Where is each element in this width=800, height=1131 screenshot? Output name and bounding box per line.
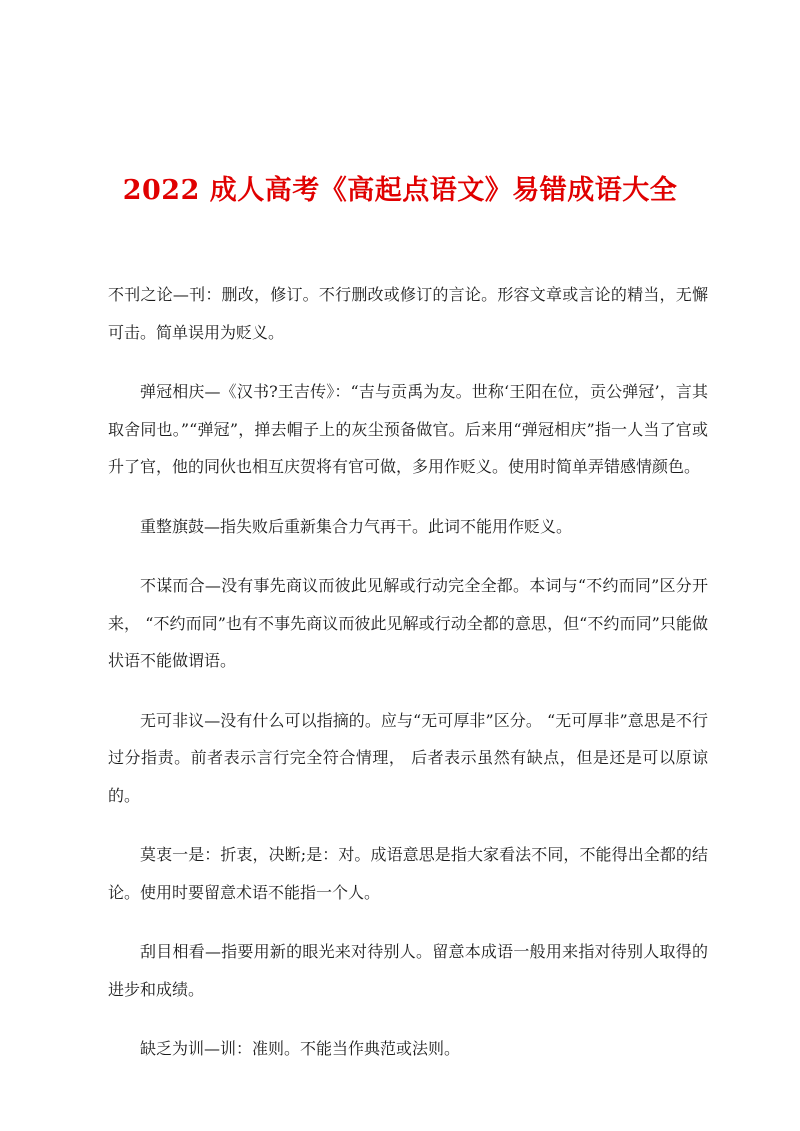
paragraph-tanguanxiangqing: 弹冠相庆—《汉书?王吉传》：“吉与贡禹为友。世称‘王阳在位，贡公弹冠’，言其取舍同也。”“弹冠”，掸去帽子上的灰尘预备做官。后来用“弹冠相庆”指一人当了官或升了官，他的同伙也相互庆贺将有官可做，多用作贬义。使用时简单弄错感情颜色。 — [108, 382, 708, 476]
paragraph-bumouerhe: 不谋而合—没有事先商议而彼此见解或行动完全全都。本词与“不约而同”区分开来， “不约而同”也有不事先商议而彼此见解或行动全都的意思，但“不约而同”只能做状语不能做谓语。 — [108, 576, 708, 670]
paragraph-quefaweixun: 缺乏为训—训：准则。不能当作典范或法则。 — [140, 1039, 461, 1058]
paragraph-chongzhengqigu: 重整旗鼓—指失败后重新集合力气再干。此词不能用作贬义。 — [140, 516, 573, 536]
paragraph-bukanzhilun: 不刊之论—刊：删改，修订。不行删改或修订的言论。形容文章或言论的精当，无懈可击。简单误用为贬义。 — [108, 285, 708, 342]
paragraph-guamuxiangkan: 刮目相看—指要用新的眼光来对待别人。留意本成语一般用来指对待别人取得的进步和成绩。 — [108, 942, 708, 999]
document-title: 2022 成人高考《高起点语文》易错成语大全 — [122, 175, 678, 206]
paragraph-wukefeiyi: 无可非议—没有什么可以指摘的。应与“无可厚非”区分。 “无可厚非”意思是不行过分指责。前者表示言行完全符合情理， 后者表示虽然有缺点，但是还是可以原谅的。 — [108, 710, 708, 805]
paragraph-mozhongyishi: 莫衷一是：折衷，决断;是：对。成语意思是指大家看法不同，不能得出全都的结论。使用时要留意术语不能指一个人。 — [108, 845, 708, 902]
document-body — [108, 276, 708, 1090]
